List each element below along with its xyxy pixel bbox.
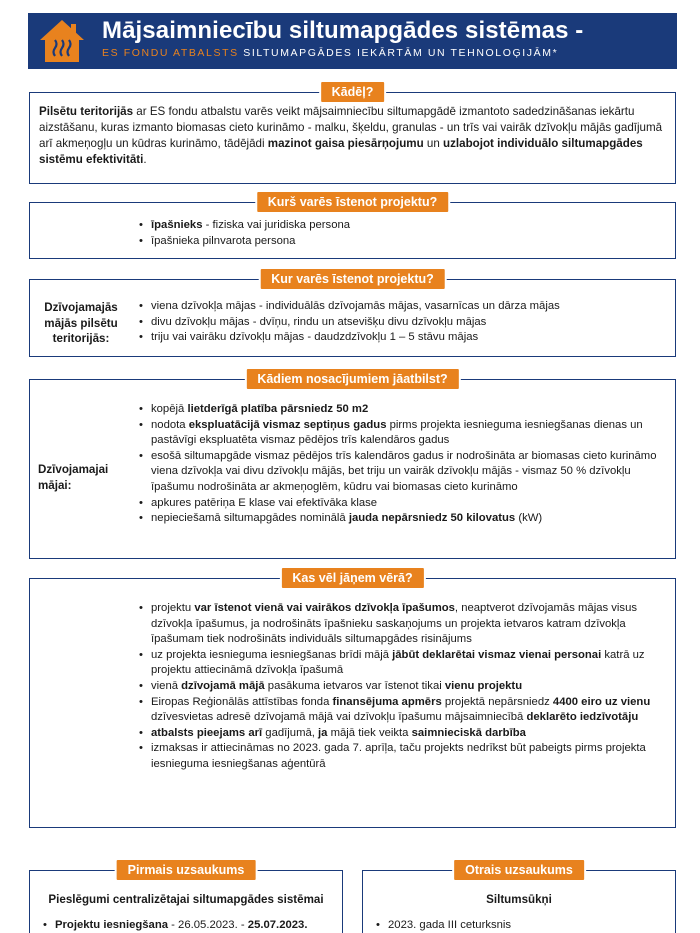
text-run: pirms projekta iesnieguma iesniegšanas dienas un pastāvīgi ekspluatēta vismaz pēdējos trīs kalendāros gadus bbox=[151, 418, 643, 447]
first-call-list bbox=[42, 918, 337, 933]
bold-text: 25.07.2023. bbox=[247, 919, 308, 931]
text-run: projektu bbox=[151, 602, 195, 614]
subtitle-rest: SILTUMAPGĀDES IEKĀRTĀM UN TEHNOLOĢIJĀM* bbox=[243, 47, 559, 59]
bold-text: vienu projektu bbox=[444, 679, 523, 692]
notes-section bbox=[29, 571, 676, 828]
header-banner bbox=[28, 13, 677, 69]
text-run: un bbox=[423, 137, 444, 150]
notes-label: Kas vēl jāņem vērā? bbox=[279, 566, 425, 590]
second-call-list bbox=[375, 918, 670, 933]
first-call-title: Pieslēgumi centralizētajai siltumapgādes sistēmai bbox=[48, 893, 324, 906]
list-item bbox=[138, 299, 668, 315]
who-label: Kurš varēs īstenot projektu? bbox=[255, 190, 451, 214]
second-call-title: Siltumsūkņi bbox=[486, 893, 552, 906]
subtitle-accent: ES FONDU ATBALSTS bbox=[102, 47, 239, 59]
list-item bbox=[138, 496, 658, 512]
second-call-item bbox=[375, 918, 670, 933]
text-run: projektā nepārsniedz bbox=[441, 695, 553, 708]
bold-text: 4400 eiro uz vienu bbox=[552, 695, 651, 708]
list-item bbox=[138, 601, 666, 648]
list-item bbox=[138, 648, 666, 679]
list-item bbox=[138, 741, 666, 772]
list-item bbox=[138, 418, 658, 449]
text-run: nodota bbox=[151, 418, 189, 431]
text-run: - 26.05.2023. - bbox=[168, 919, 248, 931]
first-call-label: Pirmais uzsaukums bbox=[115, 858, 258, 882]
text-run: triju vai vairāku dzīvokļu mājas - daudzdzīvokļu 1 – 5 stāvu mājas bbox=[151, 331, 479, 344]
bold-text: īpašnieks bbox=[151, 219, 203, 231]
text-run: apkures patēriņa E klase vai efektīvāka klase bbox=[151, 496, 378, 509]
text-run: , neaptverot dzīvojamās mājas visus dzīvokļa īpašumus, ja nodrošināts īpašnieku saskaņojums un projekta ietvaros katram dzīvokļa īpašumam tiek nodrošināts individuāls siltumapgādes risinājums bbox=[151, 602, 638, 646]
notes-list bbox=[138, 601, 666, 773]
list-item bbox=[138, 234, 658, 250]
where-section bbox=[29, 272, 676, 357]
list-item bbox=[138, 449, 658, 496]
bold-text: jābūt deklarētai vismaz vienai personai bbox=[392, 648, 602, 661]
text-run: katrā uz projektu attiecināmā dzīvokļa īpašumā bbox=[151, 648, 645, 677]
text-run: dzīvesvietas adresē dzīvojamā mājā vai dzīvokļu īpašumu mājsaimniecībā bbox=[151, 711, 527, 724]
text-run: . bbox=[143, 153, 147, 166]
text-run: izmaksas ir attiecināmas no 2023. gada 7. aprīļa, taču projekts nedrīkst būt pabeigts pirms projekta iesnieguma iesniegšanas aģentūrā bbox=[151, 742, 646, 770]
where-label: Kur varēs īstenot projektu? bbox=[258, 267, 447, 291]
text-run: (kW) bbox=[515, 512, 543, 525]
conditions-list bbox=[138, 402, 658, 527]
bold-text: Pilsētu teritorijās bbox=[39, 105, 134, 118]
conditions-section bbox=[29, 372, 676, 559]
list-item bbox=[138, 402, 658, 418]
text-run: kopējā bbox=[151, 403, 188, 415]
text-run: Eiropas Reģionālās attīstības fonda bbox=[151, 695, 333, 708]
bold-text: saimnieciskā darbība bbox=[411, 726, 526, 739]
why-section bbox=[29, 85, 676, 184]
text-run: vienā bbox=[151, 679, 182, 692]
bold-text: dzīvojamā mājā bbox=[181, 679, 265, 692]
list-item bbox=[138, 726, 666, 742]
text-run: divu dzīvokļu mājas - dvīņu, rindu un atsevišķu divu dzīvokļu mājas bbox=[151, 315, 487, 328]
bold-text: deklarēto iedzīvotāju bbox=[526, 711, 639, 724]
who-section bbox=[29, 195, 676, 259]
text-run: mājā tiek veikta bbox=[327, 726, 412, 739]
second-call-label: Otrais uzsaukums bbox=[452, 858, 586, 882]
bold-text: atbalsts pieejams arī bbox=[151, 726, 263, 739]
who-list bbox=[138, 218, 658, 249]
text-run: nepieciešamā siltumapgādes nominālā bbox=[151, 512, 349, 525]
text-run: 2023. gada III ceturksnis bbox=[388, 919, 512, 931]
where-side-label: Dzīvojamajās mājās pilsētu teritorijās: bbox=[44, 301, 118, 346]
list-item bbox=[138, 330, 668, 346]
first-call-item bbox=[42, 918, 337, 933]
text-run: īpašnieka pilnvarota persona bbox=[151, 234, 296, 247]
bold-text: jauda nepārsniedz 50 kilovatus bbox=[348, 512, 516, 525]
page-title: Mājsaimniecību siltumapgādes sistēmas - bbox=[102, 17, 584, 44]
where-list bbox=[138, 299, 668, 346]
bold-text: finansējuma apmērs bbox=[332, 695, 442, 708]
first-call-card bbox=[29, 863, 343, 933]
bold-text: Projektu iesniegšana bbox=[55, 919, 169, 931]
list-item bbox=[138, 679, 666, 695]
list-item bbox=[138, 218, 658, 234]
bold-text: uzlabojot individuālo siltumapgādes sistēmu efektivitāti bbox=[39, 137, 643, 166]
why-text bbox=[39, 104, 664, 168]
text-run: viena dzīvokļa mājas - individuālās dzīvojamās mājas, vasarnīcas un dārza mājas bbox=[151, 300, 560, 312]
house-heat-icon bbox=[38, 18, 86, 64]
list-item bbox=[138, 695, 666, 726]
bold-text: var īstenot vienā vai vairākos dzīvokļa īpašumos bbox=[194, 602, 455, 614]
text-run: uz projekta iesnieguma iesniegšanas brīdi mājā bbox=[151, 648, 393, 661]
text-run: esošā siltumapgāde vismaz pēdējos trīs kalendāros gadus ir nodrošināta ar biomasas cieto kurināmo viena dzīvokļa vai divu dzīvokļu mājās, bet triju un vairāk dzīvokļu mājās - vismaz 50 % dzīvokļu īpašumu nodrošināta ar akmeņoglēm, kūdru vai biomasas cieto kurināmo bbox=[151, 449, 657, 493]
text-run: gadījumā, bbox=[262, 726, 319, 739]
bold-text: mazinot gaisa piesārņojumu bbox=[267, 137, 424, 150]
text-run: pasākuma ietvaros var īstenot tikai bbox=[264, 679, 445, 692]
second-call-card bbox=[362, 863, 676, 933]
why-label: Kādēļ? bbox=[319, 80, 387, 104]
text-run: - fiziska vai juridiska persona bbox=[202, 219, 351, 231]
bold-text: ekspluatācijā vismaz septiņus gadus bbox=[188, 418, 387, 431]
bold-text: lietderīgā platība pārsniedz 50 m2 bbox=[187, 403, 369, 415]
page-subtitle bbox=[102, 47, 558, 59]
conditions-label: Kādiem nosacījumiem jāatbilst? bbox=[244, 367, 460, 391]
list-item bbox=[138, 315, 668, 331]
text-run: ar ES fondu atbalstu varēs veikt mājsaimniecību siltumapgādē izmantoto sadedzināšanas iekārtu aizstāšanu, kuras izmanto biomasas cieto kurināmo - malku, šķeldu, granulas - un trīs vai vairāk dzīvokļu mājās gadījumā arī akmeņogļu un kūdras kurināmo, tādējādi bbox=[39, 105, 663, 150]
list-item bbox=[138, 511, 658, 527]
bold-text: ja bbox=[318, 726, 328, 739]
conditions-side-label: Dzīvojamajai mājai: bbox=[38, 463, 109, 492]
